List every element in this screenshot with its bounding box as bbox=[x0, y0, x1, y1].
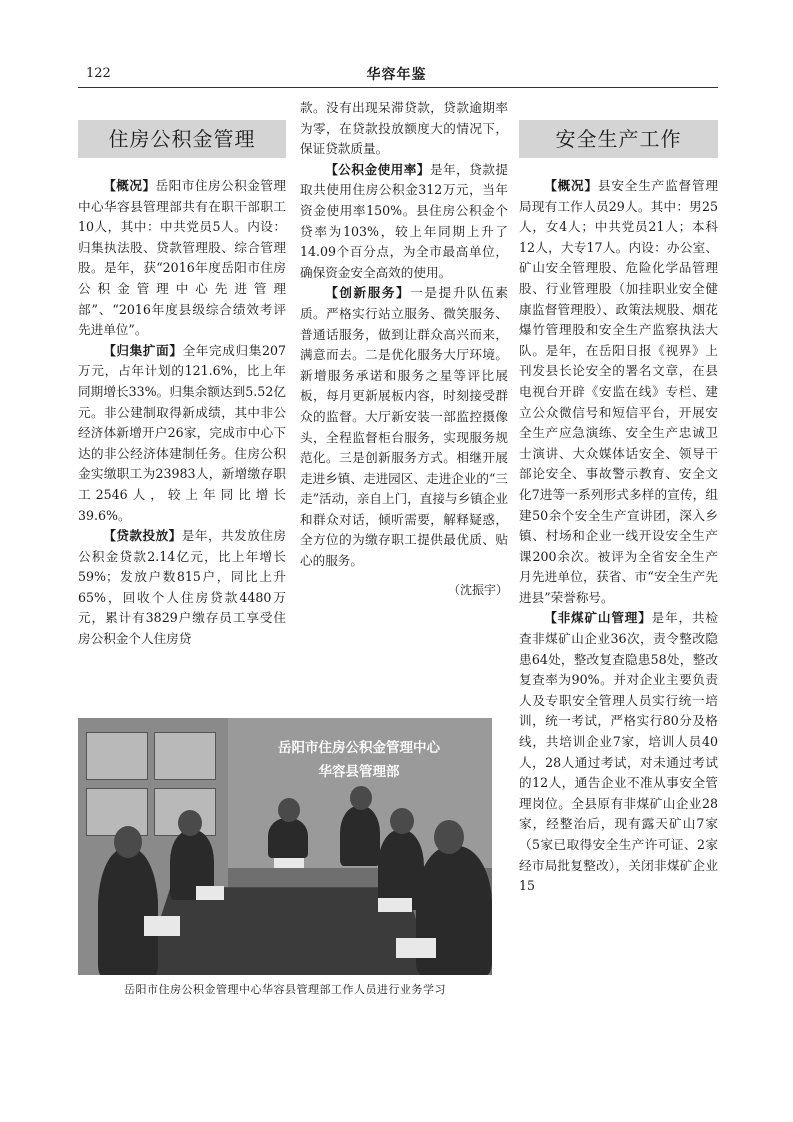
keyword-collection: 【归集扩面】 bbox=[103, 342, 183, 358]
photo-caption: 岳阳市住房公积金管理中心华容县管理部工作人员进行业务学习 bbox=[124, 983, 446, 996]
keyword-overview: 【概况】 bbox=[103, 178, 156, 193]
person-head bbox=[178, 810, 202, 836]
person-head bbox=[278, 798, 300, 822]
keyword-loans: 【贷款投放】 bbox=[103, 528, 182, 544]
paragraph-innovation bbox=[300, 283, 508, 571]
section-title-housing-fund: 住房公积金管理 bbox=[78, 120, 286, 158]
paragraph-text: 是年，贷款提取共使用住房公积金312万元，当年资金使用率150%。县住房公积金个贷率为103%，较上年同期上升了14.09个百分点，为全市最高单位，确保资金安全高效的使用。 bbox=[300, 161, 508, 280]
paper-sheet bbox=[396, 938, 436, 958]
person-head bbox=[434, 820, 464, 854]
keyword-usage-rate: 【公积金使用率】 bbox=[325, 161, 430, 177]
section-title-safety: 安全生产工作 bbox=[519, 120, 718, 158]
sign-line-1: 岳阳市住房公积金管理中心 bbox=[278, 740, 440, 756]
paragraph-collection bbox=[78, 341, 286, 526]
keyword-mines: 【非煤矿山管理】 bbox=[544, 610, 652, 626]
person-head bbox=[114, 826, 142, 858]
person bbox=[98, 848, 158, 975]
paragraph-text: 是年，共检查非煤矿山企业36次，责令整改隐患64处，整改复查隐患58处，整改复查率为90%。并对企业主要负责人及专职安全管理人员实行统一培训，统一考试，严格实行80分及格线，共培训企业7家，培训人员40人，28人通过考试，对未通过考试的12人，通告企业不准从事安全管理岗位。全县原有非煤矿山企业28家，经整治后，现有露天矿山7家（5家已取得安全生产许可证、2家经市局批复整改），关闭非煤矿企业15 bbox=[519, 610, 719, 894]
person bbox=[340, 806, 380, 866]
paper-sheet bbox=[144, 916, 180, 936]
paragraph-continued: 款。没有出现呆滞贷款，贷款逾期率为零，在贷款投放额度大的情况下，保证贷款质量。 bbox=[300, 100, 508, 157]
paper-sheet bbox=[196, 886, 224, 900]
paragraph-loans bbox=[78, 526, 286, 650]
paragraph-text: 县安全生产监督管理局现有工作人员29人。其中：男25人，女4人；中共党员21人；本科12人，大专17人。内设：办公室、矿山安全管理股、危险化学品管理股、行业管理股（加挂职业安全健康监督管理股）、政策法规股、烟花爆竹管理股和安全生产监察执法大队。是年，在岳阳日报《视界》上刊发县长论安全的署名文章，在县电视台开辟《安监在线》专栏、建立公众微信号和短信平台，开展安全生产应急演练、安全生产忠诚卫士演讲、大众媒体话安全、领导干部论安全、事故警示教育、安全文化7进等一系列形式多样的宣传，组建50余个安全生产宣讲团，深入乡镇、村场和企业一线开设安全生产课200余次。被评为全省安全生产月先进单位，获省、市“安全生产先进县”荣誉称号。 bbox=[519, 178, 719, 605]
running-title: 华容年鉴 bbox=[366, 67, 427, 83]
meeting-photo bbox=[78, 718, 492, 975]
keyword-innovation: 【创新服务】 bbox=[325, 285, 411, 301]
paper-sheet bbox=[274, 858, 304, 868]
photo-wall-frame bbox=[86, 732, 148, 780]
paragraph-safety-overview bbox=[519, 176, 718, 608]
author-credit: （沈振宇） bbox=[447, 582, 508, 597]
paragraph-text: 一是提升队伍素质。严格实行站立服务、微笑服务、普通话服务，做到让群众高兴而来，满意而去。二是优化服务大厅环境。新增服务承诺和服务之星等评比展板，每月更新展板内容，时刻接受群众的监督。大厅新安装一部监控摄像头，全程监督柜台服务，实现服务规范化。三是创新服务方式。相继开展走进乡镇、走进园区、走进企业的“三走”活动，亲自上门，直接与乡镇企业和群众对话，倾听需要，解释疑惑，全方位的为缴存职工提供最优质、贴心的服务。 bbox=[300, 285, 509, 569]
person-head bbox=[390, 808, 414, 834]
photo-wall-frame bbox=[86, 788, 148, 836]
paragraph-text: 岳阳市住房公积金管理中心华容县管理部共有在职干部职工10人，其中：中共党员5人。内设：归集执法股、贷款管理股、综合管理股。是年，获“2016年度岳阳市住房公积金管理中心先进管理部”、“2016年度县级综合绩效考评先进单位”。 bbox=[78, 178, 286, 338]
page-number: 122 bbox=[86, 66, 111, 81]
person bbox=[268, 818, 308, 858]
photo-wall-frame bbox=[154, 732, 216, 780]
paragraph-overview bbox=[78, 176, 286, 341]
keyword-safety-overview: 【概况】 bbox=[544, 178, 598, 193]
person-head bbox=[350, 786, 372, 810]
paper-sheet bbox=[378, 898, 412, 912]
paragraph-usage-rate bbox=[300, 160, 508, 284]
column-1 bbox=[78, 100, 286, 650]
column-3 bbox=[519, 100, 718, 897]
header-rule bbox=[78, 87, 718, 88]
paragraph-text: 是年，共发放住房公积金贷款2.14亿元，比上年增长59%；发放户数815户，同比上升65%，回收个人住房贷款4480万元，累计有3829户缴存员工享受住房公积金个人住房贷 bbox=[78, 528, 286, 647]
paragraph-mines bbox=[519, 608, 718, 896]
paragraph-text: 全年完成归集207万元，占年计划的121.6%，比上年同期增长33%。归集余额达到5.52亿元。非公建制取得新成绩，其中非公经济体新增开户26家，完成市中心下达的非公经济体建制任务。住房公积金实缴职工为23983人，新增缴存职工2546人，较上年同比增长39.6%。 bbox=[78, 342, 286, 523]
sign-line-2: 华容县管理部 bbox=[318, 764, 400, 780]
column-2 bbox=[300, 100, 508, 600]
